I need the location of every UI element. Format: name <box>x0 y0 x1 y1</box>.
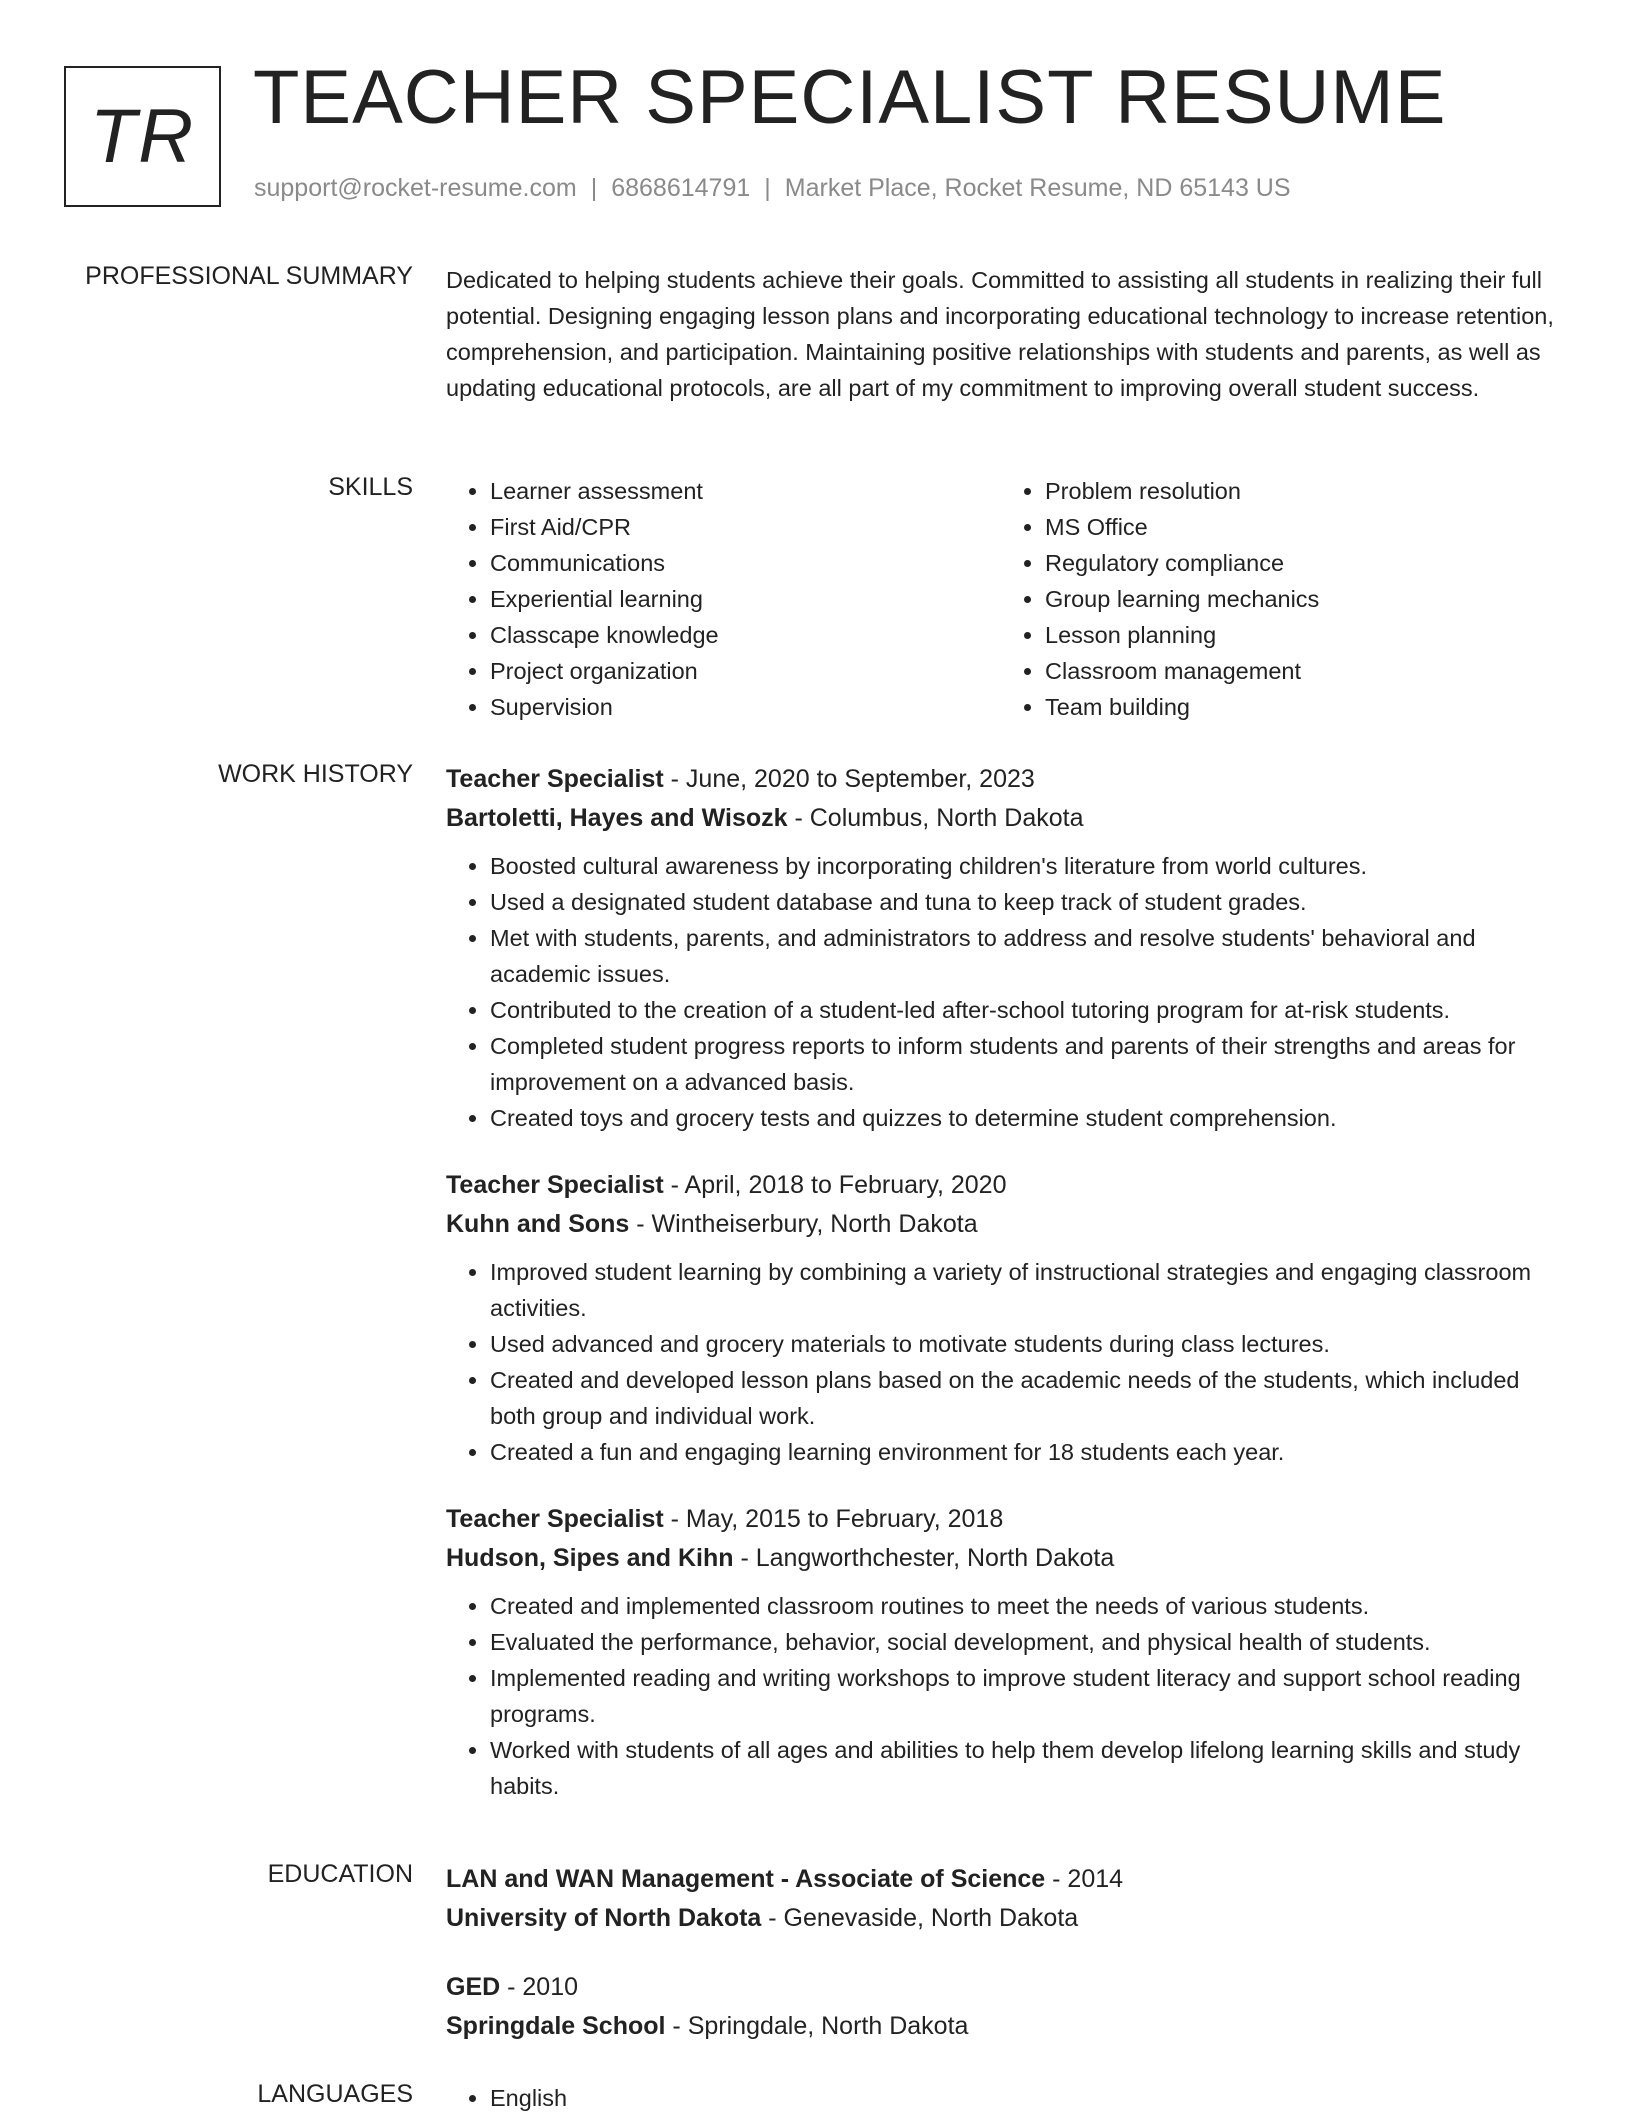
job-bullets <box>446 1588 1556 1804</box>
skill-item: • Group learning mechanics <box>1045 581 1556 617</box>
job-company: Kuhn and Sons <box>446 1210 630 1238</box>
job-bullet: • Boosted cultural awareness by incorporating children's literature from world cultures. <box>490 848 1556 884</box>
contact-line <box>254 174 1291 203</box>
job-bullet: • Created a fun and engaging learning environment for 18 students each year. <box>490 1434 1556 1470</box>
summary-label: PROFESSIONAL SUMMARY <box>85 262 413 290</box>
job-entry <box>446 1500 1556 1804</box>
job-bullet: • Used advanced and grocery materials to motivate students during class lectures. <box>490 1326 1556 1362</box>
job-bullet: • Worked with students of all ages and abilities to help them develop lifelong learning skills and study habits. <box>490 1732 1556 1804</box>
job-bullet: • Evaluated the performance, behavior, social development, and physical health of students. <box>490 1624 1556 1660</box>
job-title-line <box>446 760 1556 799</box>
education-school-line <box>446 1899 1556 1938</box>
skill-item: • Classcape knowledge <box>490 617 1001 653</box>
contact-email: support@rocket-resume.com <box>254 174 577 202</box>
job-bullet: • Created toys and grocery tests and quizzes to determine student comprehension. <box>490 1100 1556 1136</box>
job-bullet: • Contributed to the creation of a student-led after-school tutoring program for at-risk students. <box>490 992 1556 1028</box>
job-bullet: • Used a designated student database and tuna to keep track of student grades. <box>490 884 1556 920</box>
skill-item: • Team building <box>1045 689 1556 725</box>
summary-text: Dedicated to helping students achieve their goals. Committed to assisting all students in realizing their full potential. Designing engaging lesson plans and incorporating educational technology to increase retention, comprehension, and participation. Maintaining positive relationships with students and parents, as well as updating educational protocols, are all part of my commitment to improving overall student success. <box>446 267 1554 401</box>
monogram-box <box>64 66 221 207</box>
education-degree-line <box>446 1860 1556 1899</box>
education-school: Springdale School <box>446 2012 666 2040</box>
education-year: - 2010 <box>500 1973 579 2001</box>
job-company: Bartoletti, Hayes and Wisozk <box>446 804 788 832</box>
job-company-line <box>446 1539 1556 1578</box>
skill-item: • Project organization <box>490 653 1001 689</box>
contact-separator: | <box>590 174 598 202</box>
languages-label: LANGUAGES <box>257 2080 413 2108</box>
skill-item: • MS Office <box>1045 509 1556 545</box>
skill-item: • Classroom management <box>1045 653 1556 689</box>
job-dates: - June, 2020 to September, 2023 <box>663 765 1035 793</box>
education-location: - Genevaside, North Dakota <box>761 1904 1079 1932</box>
job-company-line <box>446 1205 1556 1244</box>
education-entry <box>446 1860 1556 1938</box>
education-year: - 2014 <box>1045 1865 1124 1893</box>
education-degree: GED <box>446 1973 501 2001</box>
job-company: Hudson, Sipes and Kihn <box>446 1544 734 1572</box>
languages-list <box>446 2080 1556 2116</box>
skill-item: • Lesson planning <box>1045 617 1556 653</box>
job-bullet: • Completed student progress reports to inform students and parents of their strengths and areas for improvement on a advanced basis. <box>490 1028 1556 1100</box>
skill-item: • Problem resolution <box>1045 473 1556 509</box>
skills-label: SKILLS <box>328 473 413 501</box>
job-title: Teacher Specialist <box>446 1505 664 1533</box>
job-bullets <box>446 1254 1556 1470</box>
skill-item: • Communications <box>490 545 1001 581</box>
education-label: EDUCATION <box>267 1860 413 1888</box>
job-location: - Columbus, North Dakota <box>787 804 1084 832</box>
education-school: University of North Dakota <box>446 1904 762 1932</box>
contact-phone: 6868614791 <box>611 174 751 202</box>
job-dates: - April, 2018 to February, 2020 <box>663 1171 1007 1199</box>
skill-item: • First Aid/CPR <box>490 509 1001 545</box>
job-entry <box>446 1166 1556 1470</box>
education-location: - Springdale, North Dakota <box>665 2012 969 2040</box>
job-title: Teacher Specialist <box>446 765 664 793</box>
skill-item: • Experiential learning <box>490 581 1001 617</box>
job-bullet: • Created and implemented classroom routines to meet the needs of various students. <box>490 1588 1556 1624</box>
job-bullets <box>446 848 1556 1136</box>
skills-list-left <box>446 473 1001 725</box>
skill-item: • Learner assessment <box>490 473 1001 509</box>
job-title: Teacher Specialist <box>446 1171 664 1199</box>
job-dates: - May, 2015 to February, 2018 <box>663 1505 1004 1533</box>
contact-separator: | <box>764 174 771 202</box>
education-degree: LAN and WAN Management - Associate of Science <box>446 1865 1046 1893</box>
job-bullet: • Met with students, parents, and administrators to address and resolve students' behavioral and academic issues. <box>490 920 1556 992</box>
job-bullet: • Improved student learning by combining a variety of instructional strategies and engaging classroom activities. <box>490 1254 1556 1326</box>
monogram-initials: TR <box>89 94 196 179</box>
job-location: - Wintheiserbury, North Dakota <box>629 1210 978 1238</box>
work-history-label: WORK HISTORY <box>218 760 413 788</box>
job-entry <box>446 760 1556 1136</box>
job-bullet: • Created and developed lesson plans based on the academic needs of the students, which included both group and individual work. <box>490 1362 1556 1434</box>
resume-title: TEACHER SPECIALIST RESUME <box>253 55 1447 140</box>
job-bullet: • Implemented reading and writing workshops to improve student literacy and support school reading programs. <box>490 1660 1556 1732</box>
skill-item: • Supervision <box>490 689 1001 725</box>
education-degree-line <box>446 1968 1556 2007</box>
contact-address: Market Place, Rocket Resume, ND 65143 US <box>784 174 1291 202</box>
job-location: - Langworthchester, North Dakota <box>733 1544 1115 1572</box>
education-school-line <box>446 2007 1556 2046</box>
language-item: • English <box>490 2080 1556 2116</box>
job-title-line <box>446 1500 1556 1539</box>
education-entry <box>446 1968 1556 2046</box>
skill-item: • Regulatory compliance <box>1045 545 1556 581</box>
skills-list-right <box>1001 473 1556 725</box>
job-title-line <box>446 1166 1556 1205</box>
job-company-line <box>446 799 1556 838</box>
